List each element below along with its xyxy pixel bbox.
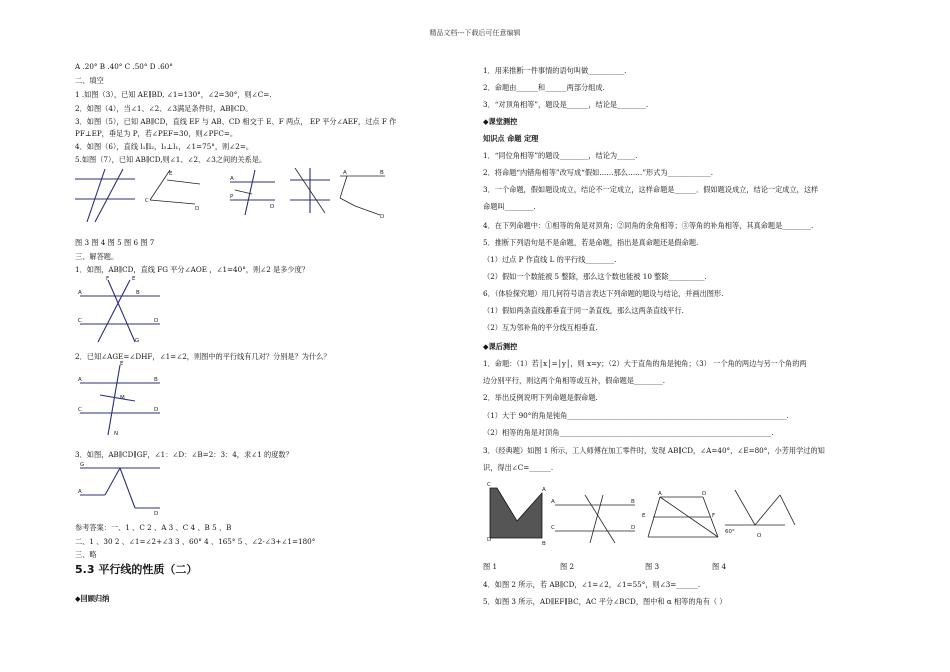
svg-text:E: E xyxy=(642,513,646,519)
solve-figure-3 xyxy=(78,462,160,517)
svg-text:A: A xyxy=(658,491,662,497)
svg-text:M: M xyxy=(120,395,125,401)
svg-text:E: E xyxy=(169,171,173,177)
solve-figure-1 xyxy=(78,276,160,345)
r-line-3: ◆课堂测控 xyxy=(483,117,518,126)
svg-text:D: D xyxy=(631,525,636,531)
r-line-11: （1）过点 P 作直线 L 的平行线________. xyxy=(483,255,617,264)
figure-5 xyxy=(230,170,275,220)
fill-q4: 4．如图（6），直线 l₁∥l₂，l₃⊥l₁，∠1=75°，则∠2=。 xyxy=(75,142,254,151)
r-line-12: （2）假如一个数能被 5 整除，那么这个数也能被 10 整除__________. xyxy=(483,272,707,281)
r-bottom-1: 5．如图 3 所示，AD∥EF∥BC，AC 平分∠BCD，图中和 α 相等的角有（ ） xyxy=(483,597,727,606)
fill-title: 二、填空 xyxy=(75,76,104,85)
r-line-1: 2．命题由______和______两部分组成. xyxy=(483,83,605,92)
svg-text:C: C xyxy=(145,198,149,204)
r-line-19: 2．举出反例说明下列命题是假命题. xyxy=(483,393,598,402)
svg-text:D: D xyxy=(154,407,159,413)
r-line-8: 命题叫________. xyxy=(483,202,536,211)
r-line-16: ◆课后测控 xyxy=(483,342,518,351)
svg-text:C: C xyxy=(551,525,555,531)
svg-text:P: P xyxy=(230,194,234,200)
section-title: 5.3 平行线的性质（二） xyxy=(75,563,198,576)
svg-text:D: D xyxy=(380,214,385,220)
review-heading: ◆回顾归纳 xyxy=(75,594,110,603)
svg-text:A: A xyxy=(551,499,555,505)
svg-text:O: O xyxy=(757,533,762,539)
svg-text:60°: 60° xyxy=(725,529,735,535)
svg-text:C: C xyxy=(78,407,82,413)
svg-text:B: B xyxy=(380,170,384,176)
fill-q2: 2．如图（4），当∠1、∠2、∠3满足条件时，AB∥CD。 xyxy=(75,104,253,113)
r-line-13: 6．（体验探究题）用几何符号语言表达下列命题的题设与结论，并画出图形. xyxy=(483,289,724,298)
r-line-20: （1）大于 90°的角是钝角_____________________________________________________________. xyxy=(483,411,789,420)
solve-q1: 1．如图，AB∥CD，直线 FG 平分∠AOE ，∠1=40°，则∠2 是多少度？ xyxy=(75,265,309,274)
figure-4 xyxy=(145,170,200,220)
figure-6 xyxy=(290,168,330,218)
figure-r2 xyxy=(551,495,636,545)
fill-q1: 1 .如图（3），已知 AE∥BD, ∠1=130°，∠2=30°，则∠C=. xyxy=(75,90,272,99)
svg-text:B: B xyxy=(136,290,140,296)
svg-text:F: F xyxy=(712,513,716,519)
caption-r1: 图 1 xyxy=(483,562,498,571)
svg-text:D: D xyxy=(154,511,159,517)
svg-text:D: D xyxy=(195,206,200,212)
solve-title: 三、解答题。 xyxy=(75,252,119,261)
answers-2: 二、1 、30 2 、∠1=∠2+∠3 3 、60° 4 、165° 5 、∠2-∠3+∠1=180° xyxy=(75,537,316,546)
svg-text:A: A xyxy=(78,377,82,383)
svg-text:C: C xyxy=(487,482,491,488)
r-line-23: 识，得出∠C=______. xyxy=(483,463,554,472)
svg-text:A: A xyxy=(78,489,82,495)
r-line-15: （2）互为邻补角的平分线互相垂直. xyxy=(483,323,598,332)
r-line-22: 3．（经典题）如图 1 所示，工人师傅在加工零件时，发现 AB∥CD，∠A=40°，∠E=80°，小芳用学过的知 xyxy=(483,446,825,455)
answers-1: 参考答案：一、1 、C 2 、A 3 、C 4 、B 5 、B xyxy=(75,523,232,532)
page-header: 精品文档---下载后可任意编辑 xyxy=(429,29,521,37)
svg-text:F: F xyxy=(106,276,110,282)
svg-text:E: E xyxy=(132,276,136,282)
r-line-21: （2）相等的角是对顶角___________________________________________________________. xyxy=(483,428,774,437)
r-line-6: 2．将命题“内错角相等”改写成“假如……那么……”形式为____________. xyxy=(483,168,713,177)
svg-text:B: B xyxy=(154,377,158,383)
r-line-7: 3．一个命题，假如题设成立，结论不一定成立，这样命题是______．假如题设成立，结论一定成立，这样 xyxy=(483,185,819,194)
svg-text:A: A xyxy=(230,176,234,182)
figure-r3 xyxy=(642,491,718,541)
figure-r1 xyxy=(487,482,547,547)
r-line-18: 边分别平行，则这两个角相等或互补，假命题是________. xyxy=(483,376,665,385)
r-line-9: 4．在下列命题中：①相等的角是对顶角；②同角的余角相等；③等角的补角相等，其真命题是________. xyxy=(483,221,814,230)
svg-text:D: D xyxy=(270,204,275,210)
solve-q2: 2．已知∠AGE=∠DHF，∠1=∠2，则图中的平行线有几对？分别是？为什么？ xyxy=(75,352,331,361)
fill-q3a: 3．如图（5），已知 AB∥CD，直线 EF 与 AB、CD 相交于 E、F 两点， EP 平分∠AEF，过点 F 作 xyxy=(75,117,397,126)
solve-q3: 3．如图，AB∥CD∥GF，∠1：∠D：∠B=2：3：4，求∠1 的度数？ xyxy=(75,450,293,459)
svg-text:B: B xyxy=(631,499,635,505)
r-line-0: 1．用来推断一件事情的语句叫做__________. xyxy=(483,66,627,75)
svg-text:A: A xyxy=(343,170,347,176)
svg-text:D: D xyxy=(154,318,159,324)
svg-text:D: D xyxy=(487,537,492,543)
choice-options: A .20° B .40° C .50° D .60° xyxy=(75,62,173,71)
figure-7 xyxy=(335,170,385,220)
svg-text:A: A xyxy=(542,487,546,493)
r-bottom-0: 4．如图 2 所示，若 AB∥CD，∠1=∠2，∠1=55°，则∠3=______. xyxy=(483,580,701,589)
svg-text:B: B xyxy=(542,541,546,547)
fill-q3b: PF⊥EP，垂足为 P，若∠PEF=30，则∠PFC=。 xyxy=(75,129,238,138)
r-line-5: 1．“同位角相等”的题设________，结论为_____. xyxy=(483,151,638,160)
svg-text:A: A xyxy=(78,290,82,296)
svg-text:G: G xyxy=(80,462,85,468)
r-line-10: 5．推断下列语句是不是命题，若是命题，指出是真命题还是假命题. xyxy=(483,238,699,247)
svg-text:N: N xyxy=(114,431,119,437)
figure-captions: 图 3 图 4 图 5 图 6 图 7 xyxy=(75,238,155,247)
svg-text:E: E xyxy=(120,361,124,367)
figure-r4 xyxy=(725,485,797,540)
fill-q5: 5.如图（7），已知 AB∥CD,则∠1、∠2、∠3之间的关系是。 xyxy=(75,155,267,164)
r-line-14: （1）假如两条直线都垂直于同一条直线，那么这两条直线平行. xyxy=(483,306,684,315)
answers-3: 三、略 xyxy=(75,550,97,559)
figure-3 xyxy=(75,167,135,227)
r-line-2: 3．“对顶角相等”，题设是______，结论是________. xyxy=(483,100,649,109)
r-line-4: 知识点 命题 定理 xyxy=(483,134,539,143)
caption-r3: 图 3 xyxy=(645,562,660,571)
caption-r2: 图 2 xyxy=(560,562,575,571)
svg-text:D: D xyxy=(702,491,707,497)
r-line-17: 1．命题：（1）若│x│=│y│，则 x=y；（2）大于直角的角是钝角；（3） 一个角的两边与另一个角的两 xyxy=(483,359,807,368)
svg-text:G: G xyxy=(135,338,140,344)
caption-r4: 图 4 xyxy=(712,562,727,571)
solve-figure-2 xyxy=(78,361,160,437)
svg-text:C: C xyxy=(78,318,82,324)
